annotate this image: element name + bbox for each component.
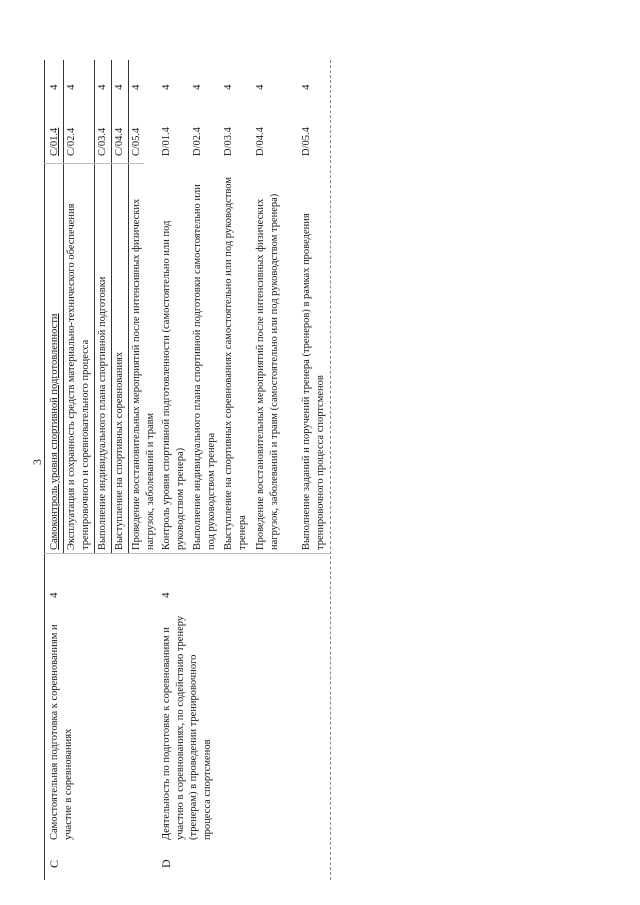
table-bottom-rule (330, 60, 331, 880)
task-level: 4 (300, 84, 312, 90)
task-code: C/02.4 (66, 127, 77, 156)
task-name: Самоконтроль уровня спортивной подготовленности (49, 313, 60, 550)
function-level: 4 (160, 592, 172, 598)
task-code: D/04.4 (255, 127, 266, 156)
task-level: 4 (65, 84, 77, 90)
task-name: Проведение восстановительных мероприятий после интенсивных физических нагрузок, заболеваний и травм (131, 198, 156, 550)
task-level: 4 (48, 84, 60, 90)
column-separator (44, 553, 330, 554)
task-name: Выполнение заданий и поручений тренера (тренеров) в рамках проведения тренировочного процесса спортсменов (301, 213, 326, 550)
task-level: 4 (254, 84, 266, 90)
task-code: C/01.4 (49, 127, 60, 156)
function-name: Деятельность по подготовке к соревнованиям и участию в соревнованиях, по содействию тренеру (тренерам) в проведении тренировочного процесса спортсменов (161, 615, 213, 840)
task-level: 4 (96, 84, 108, 90)
group-letter: C (47, 859, 61, 868)
task-level: 4 (130, 84, 142, 90)
task-code: D/05.4 (301, 127, 312, 156)
task-name: Проведение восстановительных мероприятий после интенсивных физических нагрузок, заболеваний и травм (самостоятельно или под руководством тренера) (255, 193, 280, 550)
column-separator (44, 163, 144, 164)
task-code: C/03.4 (97, 127, 108, 156)
task-level: 4 (160, 84, 172, 90)
task-level: 4 (113, 84, 125, 90)
task-level: 4 (222, 84, 234, 90)
task-code: D/01.4 (161, 127, 172, 156)
rotated-table (38, 60, 338, 880)
task-code: D/03.4 (223, 127, 234, 156)
task-name: Выступление на спортивных соревнованиях самостоятельно или под руководством тренера (223, 177, 248, 550)
task-code: C/04.4 (114, 127, 125, 156)
row-divider (111, 60, 112, 554)
task-name: Выполнение индивидуального плана спортивной подготовки самостоятельно или под руководством тренера (192, 184, 217, 550)
table-top-rule (44, 60, 45, 880)
page-number: 3 (30, 459, 44, 465)
task-name: Контроль уровня спортивной подготовленности (самостоятельно или под руководством тренера) (161, 220, 186, 550)
function-name: Самостоятельная подготовка к соревнованиям и участие в соревнованиях (49, 624, 74, 840)
task-level: 4 (191, 84, 203, 90)
row-divider (63, 60, 64, 554)
task-name: Выполнение индивидуального плана спортивной подготовки (97, 276, 108, 550)
function-level: 4 (48, 592, 60, 598)
row-divider (128, 60, 129, 554)
task-code: C/05.4 (131, 127, 142, 156)
group-letter: D (159, 859, 173, 868)
task-name: Выступление на спортивных соревнованиях (114, 351, 125, 550)
row-divider (94, 60, 95, 554)
task-code: D/02.4 (192, 127, 203, 156)
task-name: Эксплуатация и сохранность средств материально-технического обеспечения тренировочного и соревновательного процесса (66, 203, 91, 550)
